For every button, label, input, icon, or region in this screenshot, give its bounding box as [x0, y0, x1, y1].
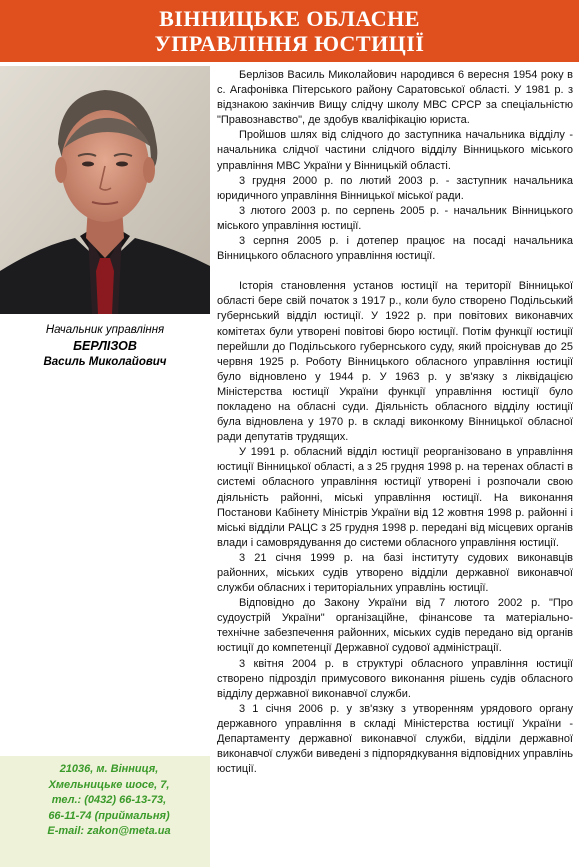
caption-surname: БЕРЛІЗОВ: [73, 339, 137, 353]
page-header: [0, 0, 579, 62]
header-title-line-1: ВІННИЦЬКЕ ОБЛАСНЕ: [159, 6, 420, 31]
caption-position: Начальник управління: [45, 324, 165, 336]
biography-paragraph: 3 грудня 2000 р. по лютий 2003 р. - заступник начальника юридичного управління Вінницької міської ради.: [217, 174, 573, 202]
portrait-illustration: [0, 66, 210, 314]
biography-paragraph: Пройшов шлях від слідчого до заступника начальника відділу - начальника слідчої частини слідчого відділу Вінницького міського управління МВС України у Вінницькій області.: [217, 129, 573, 172]
portrait-caption: [0, 322, 210, 370]
contact-address-line-2: Хмельницьке шосе, 7,: [48, 778, 170, 791]
contact-email: E-mail: zakon@meta.ua: [47, 825, 171, 837]
caption-full-name: Василь Миколайович: [43, 356, 167, 368]
biography-paragraph: 3 серпня 2005 р. і дотепер працює на посаді начальника Вінницького обласного управління юстиції.: [217, 235, 573, 263]
header-title-line-2: УПРАВЛІННЯ ЮСТИЦІЇ: [154, 31, 425, 56]
contact-phone-line-1: тел.: (0432) 66-13-73,: [51, 794, 167, 806]
biography-paragraph: 3 лютого 2003 р. по серпень 2005 р. - начальник Вінницького міського управління юстиції.: [217, 204, 573, 232]
contact-phone-line-2: 66-11-74 (приймальня): [48, 809, 170, 822]
history-paragraph: 3 1 січня 2006 р. у зв'язку з утворенням урядового органу державного управління в складі Міністерства юстиції України - Департаменту державної виконавчої служби, відділи державної виконавчої служби виведені з підпорядкування відповідних управлінь юстиції.: [217, 702, 573, 776]
contact-address-line-1: 21036, м. Вінниця,: [59, 763, 159, 775]
biography-paragraph: Берлізов Василь Миколайович народився 6 вересня 1954 року в с. Агафонівка Пітерського району Саратовської області. У 1981 р. з відзнакою закінчив Вищу слідчу школу МВС СРСР за спеціальністю "Правознавство", де здобув кваліфікацію юриста.: [217, 69, 573, 127]
contact-info-box: [0, 756, 210, 867]
history-paragraph: 3 21 січня 1999 р. на базі інституту судових виконавців районних, міських судів утворено відділи державної виконавчої служби обласних і територіальних управлінь юстиції.: [217, 551, 573, 595]
history-paragraph: 3 квітня 2004 р. в структурі обласного управління юстиції створено підрозділ примусового виконання рішень судів обласного відділу державної виконавчої служби.: [217, 657, 573, 700]
portrait-photo: [0, 66, 210, 314]
history-paragraph: Відповідно до Закону України від 7 лютого 2002 р. "Про судоустрій України" організаційне, фінансове та матеріально-технічне забезпечення районних, міських судів передано від органів юстиції до компетенції Державної судової адміністрації.: [217, 597, 573, 655]
article-body: [217, 68, 573, 777]
history-paragraph: У 1991 р. обласний відділ юстиції реорганізовано в управління юстиції Вінницької області, а з 25 грудня 1998 р. на теренах області в системі обласного управління юстиції утворені і розпочали свою діяльність районні, міські управління юстиції. На виконання Постанови Кабінету Міністрів України від 12 жовтня 1998 р. районні і міські відділи РАЦС з 25 грудня 1998 р. передані від місцевих органів влади і самоврядування до системи обласного управління юстиції.: [217, 446, 573, 549]
history-paragraph: Історія становлення установ юстиції на території Вінницької області бере свій початок з 1917 р., коли було створено Подільський губернський відділ юстиції. У 1922 р. при повітових виконавчих комітетах були утворені повітові бюро юстиції. Потім функції юстиції перейшли до Подільського губернського суду, який проіснував до 25 червня 1925 р. Роботу Вінницького обласного управління юстиції було відновлено у 1944 р. У 1963 р. у зв'язку з ліквідацією Міністерства юстиції України функції управління юстиції було покладено на обласні суди. Діяльність обласного відділу юстиції була відновлена у 1970 р. в складі виконкому Вінницької обласної ради депутатів трудящих.: [217, 280, 573, 444]
